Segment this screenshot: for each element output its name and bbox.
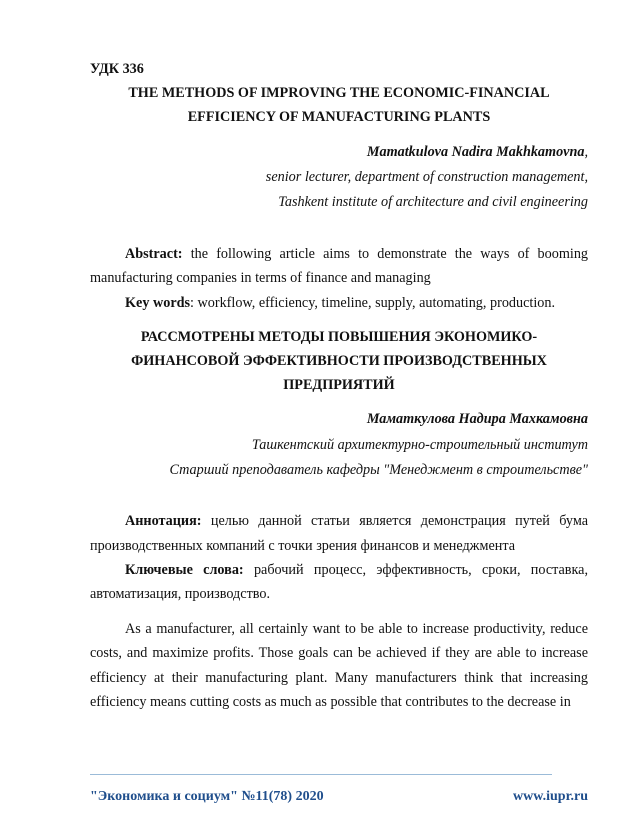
russian-title-line-1: РАССМОТРЕНЫ МЕТОДЫ ПОВЫШЕНИЯ ЭКОНОМИКО- — [140, 328, 538, 345]
footer-journal: "Экономика и социум" №11(78) 2020 — [90, 789, 324, 804]
english-title-line-2: EFFICIENCY OF MANUFACTURING PLANTS — [187, 109, 491, 126]
russian-title — [90, 325, 588, 397]
english-keywords-text: : workflow, efficiency, timeline, supply, automating, production. — [190, 294, 556, 311]
russian-abstract-label: Аннотация: — [125, 513, 202, 530]
russian-author-name: Маматкулова Надира Махкамовна — [366, 411, 588, 428]
body-paragraph: As a manufacturer, all certainly want to be able to increase productivity, reduce costs, and maximize profits. Those goals can be achieved if they are able to increase efficiency at their manufacturing plant. Many manufacturers think that increasing efficiency means cutting costs as much as possible that contributes to the decrease in — [90, 620, 588, 711]
russian-abstract — [90, 509, 588, 558]
footer-divider — [90, 774, 552, 775]
english-abstract — [90, 242, 588, 291]
russian-title-line-2: ФИНАНСОВОЙ ЭФФЕКТИВНОСТИ ПРОИЗВОДСТВЕННЫХ — [131, 353, 547, 370]
english-abstract-label: Abstract: — [125, 245, 183, 262]
russian-author-position: Старший преподаватель кафедры "Менеджмент в строительстве" — [169, 461, 588, 478]
page-footer — [90, 786, 588, 809]
russian-title-line-3: ПРЕДПРИЯТИЙ — [283, 377, 395, 394]
russian-keywords-label: Ключевые слова: — [125, 562, 244, 579]
russian-keywords — [90, 558, 588, 607]
russian-author-institution: Ташкентский архитектурно-строительный институт — [251, 436, 588, 453]
english-title-line-1: THE METHODS OF IMPROVING THE ECONOMIC-FINANCIAL — [128, 85, 550, 101]
english-author-block: Mamatkulova Nadira Makhkamovna, senior lecturer, department of construction management, Tashkent institute of architecture and civil engineering — [265, 143, 588, 211]
english-author-name: Mamatkulova Nadira Makhkamovna — [366, 143, 585, 160]
russian-abstract-text: целью данной статьи является демонстрация путей бума производственных компаний с точки зрения финансов и менеджмента — [90, 513, 589, 554]
footer-website[interactable]: www.iupr.ru — [513, 789, 588, 804]
english-keywords-label: Key words — [125, 294, 191, 311]
russian-keywords-text: рабочий процесс, эффективность, сроки, поставка, автоматизация, производство. — [90, 562, 589, 603]
english-title — [90, 81, 588, 130]
russian-author-block — [90, 407, 588, 483]
english-abstract-text: the following article aims to demonstrate the ways of booming manufacturing companies in terms of finance and managing — [90, 245, 589, 287]
udk-code: УДК 336 — [90, 61, 144, 77]
english-author-position: senior lecturer, department of construction management, — [265, 169, 588, 186]
english-keywords — [90, 291, 588, 315]
english-author-institution: Tashkent institute of architecture and civil engineering — [278, 194, 588, 211]
